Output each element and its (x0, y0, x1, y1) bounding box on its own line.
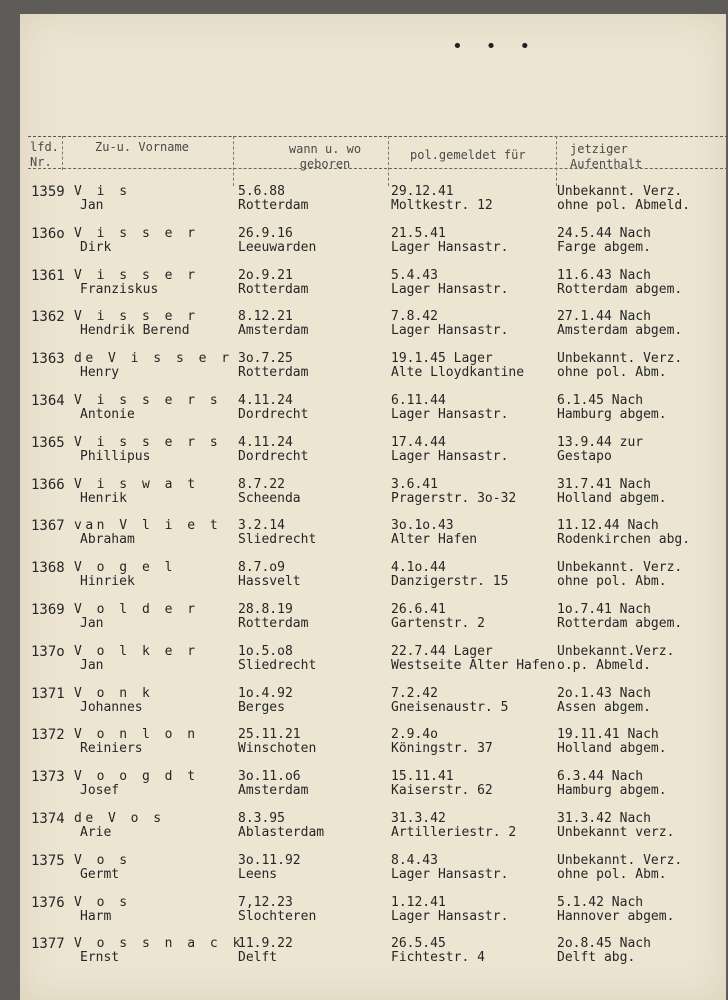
birth-date: 25.11.21 (238, 727, 301, 743)
registration-date: 15.11.41 (391, 769, 454, 785)
list-item (0, 645, 728, 687)
surname: V o s s n a c k (74, 936, 244, 952)
birth-place: Amsterdam (238, 783, 309, 799)
list-item (0, 478, 728, 520)
registration-date: 26.5.45 (391, 936, 446, 952)
current-status: Unbekannt. Verz. (557, 852, 683, 868)
header-name: Zu-u. Vorname (95, 140, 189, 154)
surname: V o o g d t (74, 769, 199, 785)
column-divider (233, 136, 234, 186)
list-item (0, 896, 728, 938)
current-detail: Unbekannt verz. (557, 825, 675, 840)
surname: V i s s e r s (74, 393, 222, 408)
birth-date: 8.7.o9 (238, 560, 285, 576)
header-top-rule (28, 136, 728, 137)
ink-dots: • • • (452, 36, 537, 57)
first-name: Jan (80, 198, 104, 213)
first-name: Henry (80, 365, 120, 381)
entry-number: 136o (31, 225, 65, 242)
current-detail: Rodenkirchen abg. (557, 532, 691, 548)
current-status: Unbekannt. Verz. (557, 351, 683, 367)
current-detail: Farge abgem. (557, 239, 651, 255)
registration-date: 19.1.45 Lager (391, 351, 493, 367)
registration-address: Artilleriestr. 2 (391, 825, 517, 840)
registration-address: Moltkestr. 12 (391, 198, 493, 213)
list-item (0, 227, 728, 269)
current-status: 13.9.44 zur (557, 434, 644, 450)
entry-number: 1367 (31, 518, 65, 535)
list-item (0, 436, 728, 478)
surname: V o l k e r (74, 643, 199, 659)
registration-address: Lager Hansastr. (391, 239, 509, 255)
registration-date: 22.7.44 Lager (391, 643, 493, 659)
surname: V i s w a t (74, 476, 199, 492)
current-detail: ohne pol. Abm. (557, 365, 667, 381)
registration-address: Lager Hansastr. (391, 281, 509, 297)
entry-number: 1375 (31, 852, 65, 869)
entry-number: 1369 (31, 602, 65, 618)
surname: V o n k (74, 685, 154, 701)
current-detail: Hamburg abgem. (557, 407, 667, 422)
first-name: Henrik (80, 490, 127, 506)
first-name: Hinriek (80, 574, 135, 590)
entry-number: 1365 (31, 434, 65, 451)
current-detail: ohne pol. Abm. (557, 574, 667, 590)
first-name: Hendrik Berend (80, 323, 190, 339)
list-item (0, 770, 728, 812)
first-name: Ernst (80, 950, 120, 966)
surname: V o l d e r (74, 602, 199, 617)
surname: de V o s (74, 811, 165, 826)
entry-number: 137o (31, 643, 65, 660)
current-status: 2o.8.45 Nach (557, 936, 651, 952)
first-name: Arie (80, 825, 112, 840)
current-status: 19.11.41 Nach (557, 727, 659, 743)
birth-place: Rotterdam (238, 365, 309, 381)
registration-date: 1.12.41 (391, 894, 446, 910)
surname: V o s (74, 894, 131, 910)
first-name: Phillipus (80, 448, 151, 464)
entry-number: 1371 (31, 685, 65, 702)
birth-date: 8.7.22 (238, 476, 285, 492)
registration-address: Lager Hansastr. (391, 323, 509, 339)
column-divider (62, 136, 63, 170)
surname: V i s s e r (74, 267, 199, 283)
birth-place: Hassvelt (238, 574, 301, 590)
birth-place: Rotterdam (238, 616, 309, 631)
registration-date: 26.6.41 (391, 602, 446, 617)
registration-date: 4.1o.44 (391, 560, 446, 576)
current-status: Unbekannt. Verz. (557, 184, 683, 199)
birth-place: Leens (238, 866, 278, 882)
birth-date: 8.12.21 (238, 309, 293, 325)
current-status: 2o.1.43 Nach (557, 685, 651, 701)
registration-address: Pragerstr. 3o-32 (391, 490, 517, 506)
first-name: Germt (80, 866, 120, 882)
current-status: 5.1.42 Nach (557, 894, 644, 910)
current-status: Unbekannt.Verz. (557, 643, 675, 659)
birth-date: 3o.11.92 (238, 852, 301, 868)
registration-date: 7.2.42 (391, 685, 438, 701)
registration-address: Lager Hansastr. (391, 448, 509, 464)
current-status: Unbekannt. Verz. (557, 560, 683, 576)
registration-address: Fichtestr. 4 (391, 950, 485, 966)
entry-number: 1377 (31, 936, 65, 953)
birth-place: Delft (238, 950, 278, 966)
header-current: jetziger Aufenthalt (570, 142, 643, 171)
registration-date: 29.12.41 (391, 184, 454, 199)
surname: V o g e l (74, 560, 176, 576)
birth-date: 3o.11.o6 (238, 769, 301, 785)
list-item (0, 561, 728, 603)
surname: V o n l o n (74, 727, 199, 743)
current-detail: o.p. Abmeld. (557, 657, 651, 673)
entry-number: 1364 (31, 393, 65, 409)
birth-date: 28.8.19 (238, 602, 293, 617)
birth-date: 1o.4.92 (238, 685, 293, 701)
registration-date: 3o.1o.43 (391, 518, 454, 534)
current-detail: Hamburg abgem. (557, 783, 667, 799)
entry-number: 1359 (31, 184, 65, 200)
birth-place: Ablasterdam (238, 825, 325, 840)
first-name: Antonie (80, 407, 135, 422)
first-name: Harm (80, 908, 112, 924)
birth-place: Scheenda (238, 490, 301, 506)
list-item (0, 854, 728, 896)
current-detail: Amsterdam abgem. (557, 323, 683, 339)
entry-number: 1372 (31, 727, 65, 744)
list-item (0, 728, 728, 770)
current-status: 27.1.44 Nach (557, 309, 651, 325)
birth-date: 4.11.24 (238, 434, 293, 450)
birth-date: 3o.7.25 (238, 351, 293, 367)
current-status: 11.12.44 Nach (557, 518, 659, 534)
birth-date: 4.11.24 (238, 393, 293, 408)
first-name: Josef (80, 783, 120, 799)
birth-place: Winschoten (238, 741, 317, 757)
list-item (0, 812, 728, 854)
registration-date: 3.6.41 (391, 476, 438, 492)
registration-address: Danzigerstr. 15 (391, 574, 509, 590)
current-detail: Rotterdam abgem. (557, 616, 683, 631)
birth-place: Berges (238, 699, 285, 715)
birth-date: 5.6.88 (238, 184, 285, 199)
list-item (0, 603, 728, 645)
current-status: 31.7.41 Nach (557, 476, 651, 492)
current-detail: Gestapo (557, 448, 612, 464)
birth-place: Dordrecht (238, 407, 309, 422)
entry-number: 1376 (31, 894, 65, 911)
registration-date: 6.11.44 (391, 393, 446, 408)
first-name: Johannes (80, 699, 143, 715)
current-detail: Hannover abgem. (557, 908, 675, 924)
header-nr: lfd. Nr. (30, 140, 59, 169)
birth-place: Sliedrecht (238, 657, 317, 673)
registration-address: Westseite Alter Hafen (391, 657, 556, 673)
list-item (0, 269, 728, 311)
header-registered: pol.gemeldet für (410, 148, 526, 162)
birth-date: 3.2.14 (238, 518, 285, 534)
entry-number: 1373 (31, 769, 65, 786)
surname: de V i s s e r (74, 351, 233, 367)
list-item (0, 937, 728, 979)
list-item (0, 519, 728, 561)
list-item (0, 310, 728, 352)
birth-place: Rotterdam (238, 281, 309, 297)
registration-address: Alte Lloydkantine (391, 365, 525, 381)
current-detail: ohne pol. Abm. (557, 866, 667, 882)
registration-address: Lager Hansastr. (391, 908, 509, 924)
registration-date: 8.4.43 (391, 852, 438, 868)
first-name: Reiniers (80, 741, 143, 757)
registration-address: Gneisenaustr. 5 (391, 699, 509, 715)
birth-place: Sliedrecht (238, 532, 317, 548)
first-name: Jan (80, 616, 104, 631)
birth-place: Rotterdam (238, 198, 309, 213)
list-item (0, 394, 728, 436)
registration-address: Alter Hafen (391, 532, 478, 548)
first-name: Dirk (80, 239, 112, 255)
current-status: 6.1.45 Nach (557, 393, 644, 408)
entry-number: 1374 (31, 811, 65, 827)
surname: V i s s e r (74, 309, 199, 325)
birth-place: Dordrecht (238, 448, 309, 464)
registration-date: 5.4.43 (391, 267, 438, 283)
current-status: 1o.7.41 Nach (557, 602, 651, 617)
header-born: wann u. wo geboren (288, 142, 362, 171)
birth-date: 1o.5.o8 (238, 643, 293, 659)
registration-date: 7.8.42 (391, 309, 438, 325)
current-detail: Delft abg. (557, 950, 636, 966)
current-status: 31.3.42 Nach (557, 811, 651, 826)
surname: V o s (74, 852, 131, 868)
column-divider (388, 136, 389, 186)
current-status: 24.5.44 Nach (557, 225, 651, 241)
birth-place: Slochteren (238, 908, 317, 924)
registration-address: Lager Hansastr. (391, 407, 509, 422)
registration-date: 21.5.41 (391, 225, 446, 241)
entry-number: 1368 (31, 560, 65, 577)
current-detail: Holland abgem. (557, 490, 667, 506)
birth-date: 7,12.23 (238, 894, 293, 910)
entry-number: 1361 (31, 267, 65, 284)
first-name: Abraham (80, 532, 135, 548)
birth-date: 2o.9.21 (238, 267, 293, 283)
registration-date: 31.3.42 (391, 811, 446, 826)
surname: van V l i e t (74, 518, 222, 534)
birth-date: 26.9.16 (238, 225, 293, 241)
registration-date: 2.9.4o (391, 727, 438, 743)
birth-date: 11.9.22 (238, 936, 293, 952)
current-status: 11.6.43 Nach (557, 267, 651, 283)
surname: V i s s e r s (74, 434, 222, 450)
first-name: Franziskus (80, 281, 159, 297)
current-detail: ohne pol. Abmeld. (557, 198, 691, 213)
registration-address: Köningstr. 37 (391, 741, 493, 757)
surname: V i s (74, 184, 131, 199)
current-detail: Holland abgem. (557, 741, 667, 757)
current-detail: Rotterdam abgem. (557, 281, 683, 297)
birth-place: Amsterdam (238, 323, 309, 339)
surname: V i s s e r (74, 225, 199, 241)
entry-number: 1363 (31, 351, 65, 368)
list-item (0, 185, 728, 227)
entry-number: 1362 (31, 309, 65, 326)
registration-address: Gartenstr. 2 (391, 616, 485, 631)
list-item (0, 352, 728, 394)
birth-place: Leeuwarden (238, 239, 317, 255)
registration-date: 17.4.44 (391, 434, 446, 450)
registration-address: Kaiserstr. 62 (391, 783, 493, 799)
first-name: Jan (80, 657, 104, 673)
birth-date: 8.3.95 (238, 811, 285, 826)
column-divider (556, 136, 557, 186)
current-detail: Assen abgem. (557, 699, 651, 715)
entry-number: 1366 (31, 476, 65, 493)
registration-address: Lager Hansastr. (391, 866, 509, 882)
current-status: 6.3.44 Nach (557, 769, 644, 785)
list-item (0, 687, 728, 729)
